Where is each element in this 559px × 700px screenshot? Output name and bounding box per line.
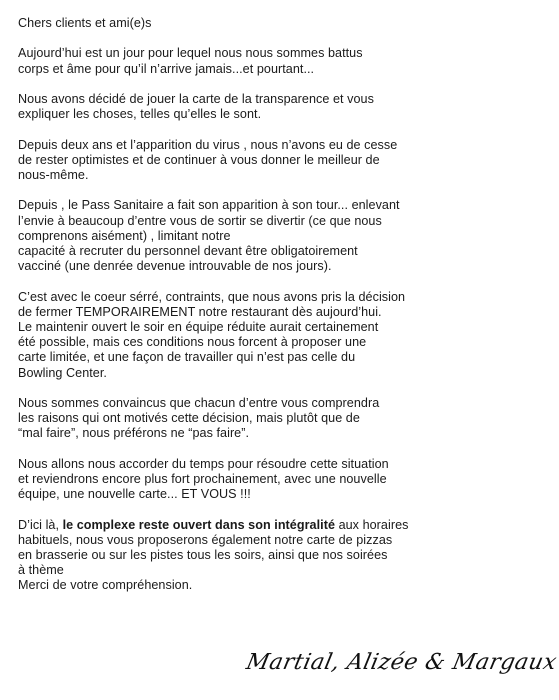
paragraph-5 xyxy=(18,290,480,381)
text-run: D’ici là, xyxy=(18,517,63,532)
paragraph-3 xyxy=(18,138,480,184)
text-line: à thème xyxy=(18,563,64,578)
text-line: Nous avons décidé de jouer la carte de la transparence et vous xyxy=(18,91,374,106)
paragraph-6 xyxy=(18,396,480,442)
text-line: expliquer les choses, telles qu’elles le sont. xyxy=(18,107,262,122)
text-line: en brasserie ou sur les pistes tous les soirs, ainsi que nos soirées xyxy=(18,547,388,562)
text-line xyxy=(18,518,480,533)
text-line: habituels, nous vous proposerons également notre carte de pizzas xyxy=(18,532,393,547)
text-line: l’envie à beaucoup d’entre vous de sortir se divertir (ce que nous xyxy=(18,213,382,228)
text-line: carte limitée, et une façon de travailler qui n’est pas celle du xyxy=(18,350,356,365)
text-line: Bowling Center. xyxy=(18,365,107,380)
text-line: été possible, mais ces conditions nous forcent à proposer une xyxy=(18,335,367,350)
handwritten-signature: Martial, Alizée & Margaux xyxy=(243,650,559,675)
text-line: de fermer TEMPORAIREMENT notre restaurant dès aujourd’hui. xyxy=(18,304,382,319)
text-line: Le maintenir ouvert le soir en équipe réduite aurait certainement xyxy=(18,319,379,334)
text-run: aux horaires xyxy=(335,517,409,532)
paragraph-8 xyxy=(18,518,480,579)
closing-line: Merci de votre compréhension. xyxy=(18,578,193,593)
text-line: vacciné (une denrée devenue introuvable de nos jours). xyxy=(18,259,332,274)
text-line: comprenons aisément) , limitant notre xyxy=(18,228,231,243)
text-line: Nous allons nous accorder du temps pour résoudre cette situation xyxy=(18,456,389,471)
text-line: et reviendrons encore plus fort prochainement, avec une nouvelle xyxy=(18,471,387,486)
greeting: Chers clients et ami(e)s xyxy=(18,16,152,30)
paragraph-7 xyxy=(18,457,480,503)
text-line: de rester optimistes et de continuer à vous donner le meilleur de xyxy=(18,152,380,167)
paragraph-1 xyxy=(18,46,480,76)
paragraph-4 xyxy=(18,198,480,274)
text-line: C’est avec le coeur sérré, contraints, que nous avons pris la décision xyxy=(18,289,406,304)
text-line: Aujourd’hui est un jour pour lequel nous nous sommes battus xyxy=(18,46,363,61)
text-line: capacité à recruter du personnel devant être obligatoirement xyxy=(18,243,358,258)
text-line: “mal faire”, nous préférons ne “pas faire”. xyxy=(18,426,250,441)
text-line: corps et âme pour qu’il n’arrive jamais...et pourtant... xyxy=(18,61,315,76)
highlight-text: le complexe reste ouvert dans son intégralité xyxy=(62,517,336,532)
text-line: Depuis deux ans et l’apparition du virus , nous n’avons eu de cesse xyxy=(18,137,398,152)
text-line: Depuis , le Pass Sanitaire a fait son apparition à son tour... enlevant xyxy=(18,198,400,213)
letter xyxy=(18,16,480,594)
text-line: nous-même. xyxy=(18,167,89,182)
text-line: équipe, une nouvelle carte... ET VOUS !!! xyxy=(18,487,251,502)
text-line: les raisons qui ont motivés cette décision, mais plutôt que de xyxy=(18,411,360,426)
text-line: Nous sommes convaincus que chacun d’entre vous comprendra xyxy=(18,395,380,410)
paragraph-2 xyxy=(18,92,480,122)
